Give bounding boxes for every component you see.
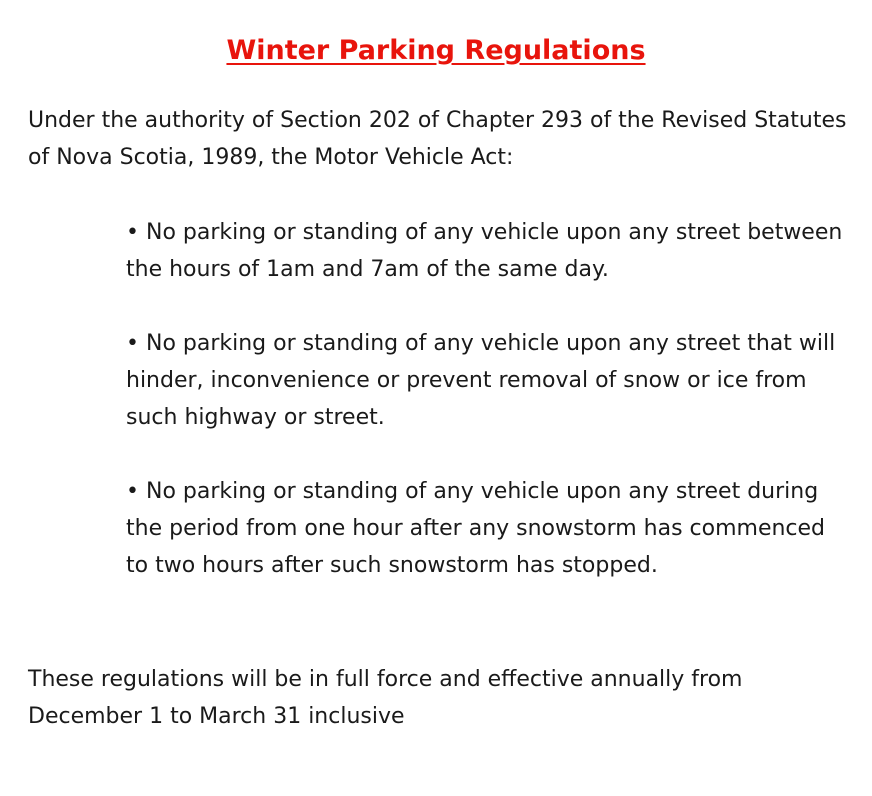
regulation-text: No parking or standing of any vehicle upon any street that will hinder, inconvenience or prevent removal of snow or ice from such highway or street. — [126, 331, 836, 430]
bullet-icon: • — [126, 331, 139, 356]
regulation-item — [126, 325, 846, 436]
regulation-item — [126, 473, 846, 584]
bullet-icon: • — [126, 220, 139, 245]
regulations-list — [126, 214, 846, 621]
closing-paragraph: These regulations will be in full force and effective annually from December 1 to March 31 inclusive — [28, 667, 743, 729]
bullet-icon: • — [126, 479, 139, 504]
regulation-text: No parking or standing of any vehicle upon any street between the hours of 1am and 7am of the same day. — [126, 220, 843, 282]
intro-paragraph: Under the authority of Section 202 of Chapter 293 of the Revised Statutes of Nova Scotia, 1989, the Motor Vehicle Act: — [28, 108, 847, 170]
document-title: Winter Parking Regulations — [226, 35, 646, 66]
regulation-item — [126, 214, 846, 288]
regulation-text: No parking or standing of any vehicle upon any street during the period from one hour after any snowstorm has commenced to two hours after such snowstorm has stopped. — [126, 479, 826, 578]
